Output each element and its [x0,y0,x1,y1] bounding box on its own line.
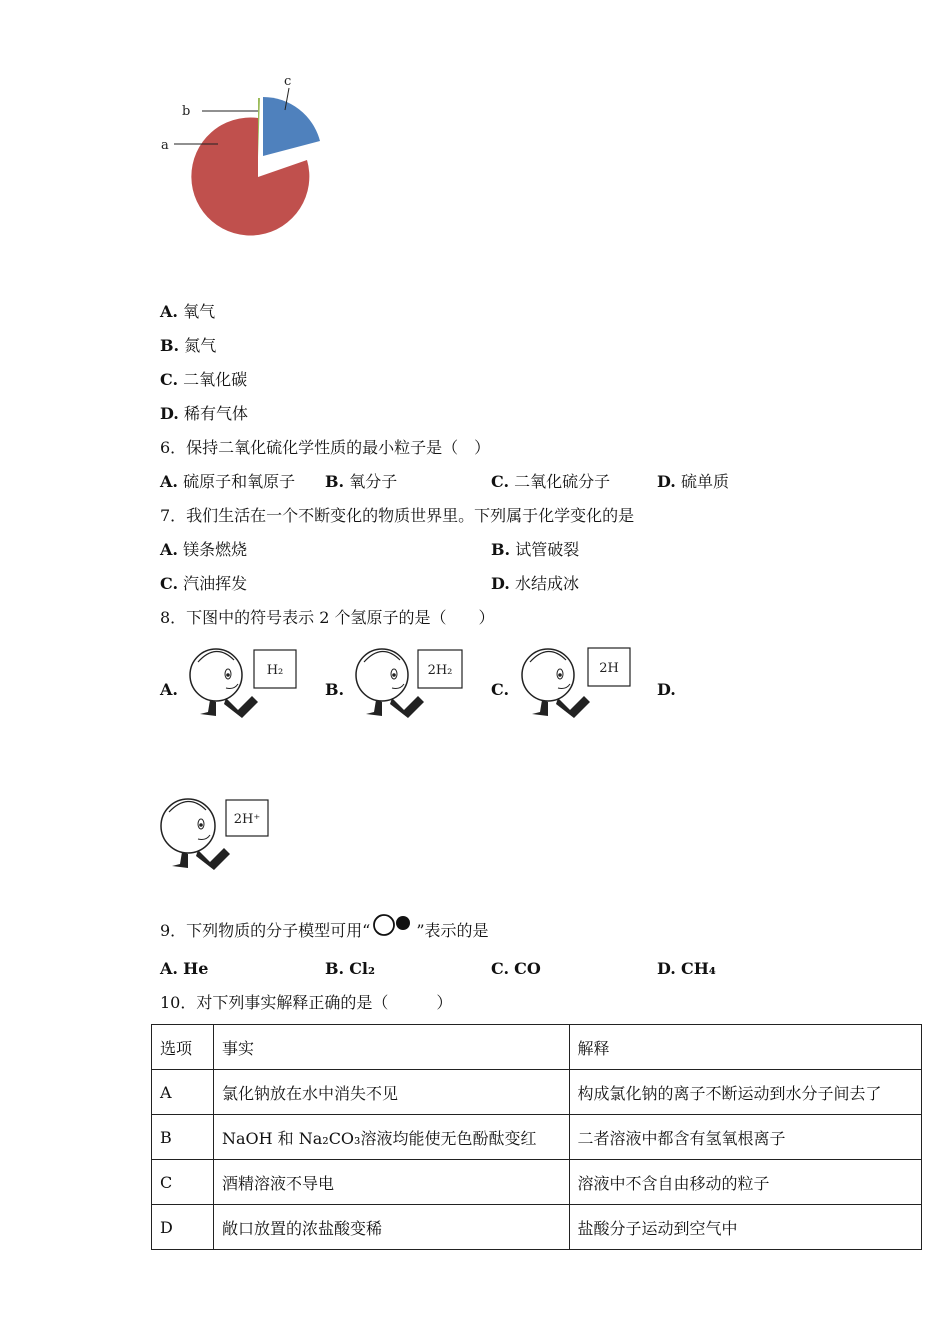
header-explanation: 解释 [569,1025,922,1070]
q8-option-d-letter: D. [657,680,676,699]
q8-option-c-letter: C. [491,680,510,699]
q5-option-b: B. 氮气 [160,336,217,355]
pie-label-a: a [161,138,169,153]
q6-option-d: D. 硫单质 [657,472,729,491]
pie-slice-b [258,98,260,157]
row-explanation: 二者溶液中都含有氢氧根离子 [569,1115,922,1160]
table-row [152,1115,922,1160]
q5-option-c: C. 二氧化碳 [160,370,248,389]
q7-option-a: A. 镁条燃烧 [160,540,248,559]
q8-option-a-letter: A. [160,680,178,699]
q7-stem: 7．我们生活在一个不断变化的物质世界里。下列属于化学变化的是 [160,506,635,525]
pie-label-b: b [182,104,191,119]
row-fact: 氯化钠放在水中消失不见 [213,1070,569,1115]
table-header-row [152,1025,922,1070]
row-fact: 酒精溶液不导电 [213,1160,569,1205]
table-row [152,1070,922,1115]
q8-stem: 8．下图中的符号表示 2 个氢原子的是（ ） [160,608,495,627]
q5-option-d: D. 稀有气体 [160,404,248,423]
q9-option-a: A. He [160,959,209,978]
q7-option-c: C. 汽油挥发 [160,574,248,593]
table-row [152,1205,922,1250]
pie-label-c: c [284,74,292,89]
pie-slice-c [263,97,320,156]
q9-option-d: D. CH₄ [657,959,716,978]
row-option: C [152,1160,214,1205]
row-option: D [152,1205,214,1250]
q8-option-b-letter: B. [325,680,345,699]
pie-figure [150,70,350,245]
row-option: B [152,1115,214,1160]
q6-option-b: B. 氧分子 [325,472,398,491]
q5-option-a: A. 氧气 [160,302,216,321]
row-option: A [152,1070,214,1115]
row-fact: 敞口放置的浓盐酸变稀 [213,1205,569,1250]
q8-figure-b [352,640,467,725]
facts-table [151,1024,922,1250]
row-fact: NaOH 和 Na₂CO₃溶液均能使无色酚酞变红 [213,1115,569,1160]
q7-option-d: D. 水结成冰 [491,574,579,593]
row-explanation: 盐酸分子运动到空气中 [569,1205,922,1250]
q10-stem: 10．对下列事实解释正确的是（ ） [160,993,453,1012]
row-explanation: 溶液中不含自由移动的粒子 [569,1160,922,1205]
q8-symbol-c: 2H [599,661,619,676]
q8-symbol-a: H₂ [266,663,284,678]
q8-symbol-d: 2H⁺ [233,812,261,827]
header-fact: 事实 [213,1025,569,1070]
q9-option-b: B. Cl₂ [325,959,376,978]
row-explanation: 构成氯化钠的离子不断运动到水分子间去了 [569,1070,922,1115]
q9-stem: 9．下列物质的分子模型可用“ ”表示的是 [160,912,489,941]
q8-figure-a [186,640,301,725]
q7-option-b: B. 试管破裂 [491,540,580,559]
q6-stem: 6．保持二氧化硫化学性质的最小粒子是（ ） [160,438,491,457]
q6-option-a: A. 硫原子和氧原子 [160,472,296,491]
q6-option-c: C. 二氧化硫分子 [491,472,611,491]
q8-figure-c [518,640,633,725]
q8-figure-d [156,790,276,875]
molecule-model-icon [370,912,416,938]
q9-option-c: C. CO [491,959,541,978]
header-option: 选项 [152,1025,214,1070]
q8-symbol-b: 2H₂ [427,663,453,678]
table-row [152,1160,922,1205]
